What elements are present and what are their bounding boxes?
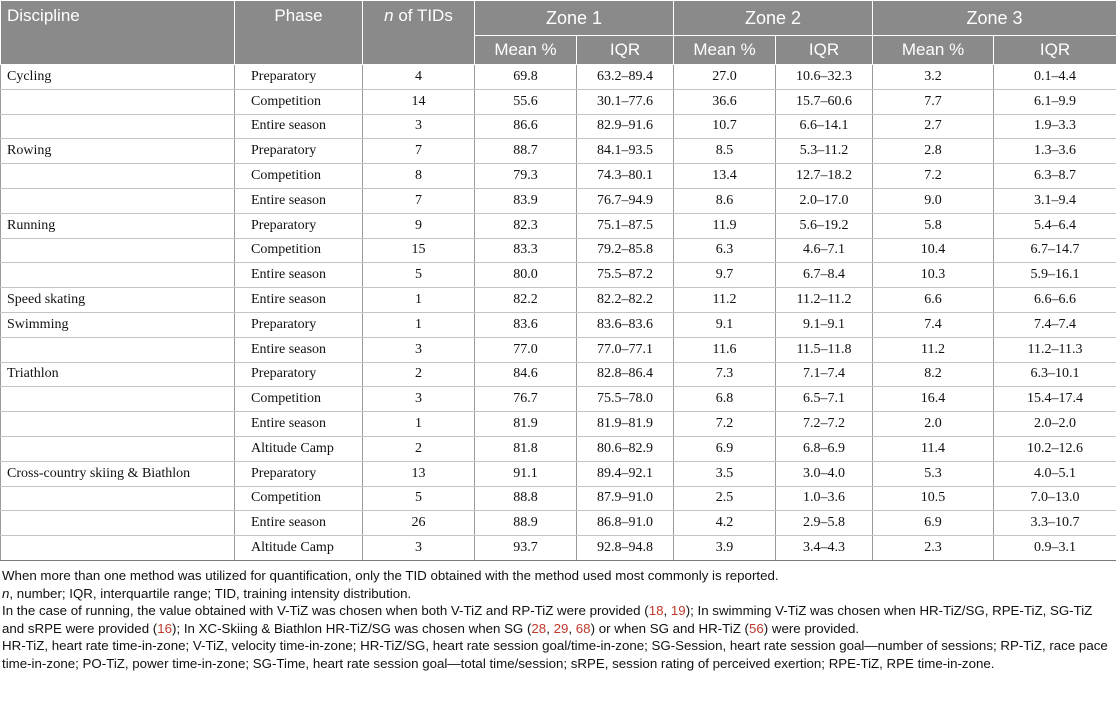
cell-zone3-mean: 11.2 bbox=[873, 337, 994, 362]
cell-zone2-mean: 3.5 bbox=[674, 461, 776, 486]
reference-link[interactable]: 28 bbox=[531, 620, 547, 636]
cell-zone2-iqr: 6.7–8.4 bbox=[776, 263, 873, 288]
cell-zone1-iqr: 77.0–77.1 bbox=[577, 337, 674, 362]
cell-zone3-iqr: 6.3–10.1 bbox=[994, 362, 1116, 387]
cell-zone1-mean: 91.1 bbox=[475, 461, 577, 486]
cell-n-tids: 8 bbox=[363, 164, 475, 189]
cell-discipline: Triathlon bbox=[1, 362, 235, 387]
cell-phase: Altitude Camp bbox=[235, 536, 363, 561]
cell-zone2-mean: 8.5 bbox=[674, 139, 776, 164]
header-zone3-mean: Mean % bbox=[873, 36, 994, 65]
footnote-n-letter: n bbox=[2, 585, 10, 601]
cell-zone2-mean: 6.3 bbox=[674, 238, 776, 263]
cell-zone3-mean: 5.3 bbox=[873, 461, 994, 486]
cell-zone1-iqr: 63.2–89.4 bbox=[577, 65, 674, 90]
cell-phase: Entire season bbox=[235, 188, 363, 213]
cell-phase: Entire season bbox=[235, 337, 363, 362]
cell-zone1-iqr: 87.9–91.0 bbox=[577, 486, 674, 511]
table-row bbox=[1, 536, 1116, 561]
cell-n-tids: 5 bbox=[363, 486, 475, 511]
header-zone3-iqr: IQR bbox=[994, 36, 1116, 65]
cell-zone1-mean: 82.3 bbox=[475, 213, 577, 238]
cell-zone1-mean: 55.6 bbox=[475, 89, 577, 114]
cell-zone1-iqr: 82.8–86.4 bbox=[577, 362, 674, 387]
cell-zone2-iqr: 7.2–7.2 bbox=[776, 412, 873, 437]
table-row bbox=[1, 362, 1116, 387]
footnote-text: , bbox=[568, 620, 576, 636]
cell-phase: Entire season bbox=[235, 263, 363, 288]
cell-zone2-mean: 11.2 bbox=[674, 288, 776, 313]
cell-zone1-iqr: 82.2–82.2 bbox=[577, 288, 674, 313]
cell-zone3-mean: 6.9 bbox=[873, 511, 994, 536]
cell-zone1-mean: 93.7 bbox=[475, 536, 577, 561]
footnote-text: ); In XC-Skiing & Biathlon HR-TiZ/SG was chosen when SG ( bbox=[172, 620, 532, 636]
cell-discipline: Speed skating bbox=[1, 288, 235, 313]
header-zone1-iqr: IQR bbox=[577, 36, 674, 65]
cell-zone2-iqr: 6.5–7.1 bbox=[776, 387, 873, 412]
cell-discipline bbox=[1, 436, 235, 461]
cell-zone3-mean: 7.4 bbox=[873, 312, 994, 337]
reference-link[interactable]: 68 bbox=[575, 620, 591, 636]
cell-zone3-mean: 9.0 bbox=[873, 188, 994, 213]
reference-link[interactable]: 19 bbox=[670, 603, 686, 619]
header-zone2-iqr: IQR bbox=[776, 36, 873, 65]
cell-zone1-iqr: 82.9–91.6 bbox=[577, 114, 674, 139]
cell-n-tids: 2 bbox=[363, 436, 475, 461]
table-row bbox=[1, 65, 1116, 90]
cell-zone3-iqr: 1.9–3.3 bbox=[994, 114, 1116, 139]
cell-zone2-mean: 6.9 bbox=[674, 436, 776, 461]
cell-zone2-mean: 9.7 bbox=[674, 263, 776, 288]
reference-link[interactable]: 56 bbox=[748, 620, 764, 636]
table-row bbox=[1, 263, 1116, 288]
cell-n-tids: 2 bbox=[363, 362, 475, 387]
cell-zone1-mean: 82.2 bbox=[475, 288, 577, 313]
cell-discipline: Rowing bbox=[1, 139, 235, 164]
cell-zone1-iqr: 74.3–80.1 bbox=[577, 164, 674, 189]
cell-zone1-iqr: 79.2–85.8 bbox=[577, 238, 674, 263]
cell-discipline: Running bbox=[1, 213, 235, 238]
cell-discipline bbox=[1, 387, 235, 412]
cell-discipline bbox=[1, 511, 235, 536]
cell-zone3-mean: 2.0 bbox=[873, 412, 994, 437]
cell-zone2-mean: 6.8 bbox=[674, 387, 776, 412]
cell-phase: Preparatory bbox=[235, 65, 363, 90]
cell-zone2-mean: 8.6 bbox=[674, 188, 776, 213]
table-row bbox=[1, 139, 1116, 164]
table-row bbox=[1, 486, 1116, 511]
cell-phase: Entire season bbox=[235, 114, 363, 139]
cell-zone3-iqr: 15.4–17.4 bbox=[994, 387, 1116, 412]
table-row bbox=[1, 164, 1116, 189]
cell-zone1-iqr: 75.1–87.5 bbox=[577, 213, 674, 238]
cell-discipline bbox=[1, 89, 235, 114]
cell-phase: Preparatory bbox=[235, 139, 363, 164]
cell-zone2-iqr: 10.6–32.3 bbox=[776, 65, 873, 90]
cell-zone2-mean: 10.7 bbox=[674, 114, 776, 139]
cell-zone1-mean: 88.7 bbox=[475, 139, 577, 164]
cell-zone3-mean: 11.4 bbox=[873, 436, 994, 461]
cell-phase: Preparatory bbox=[235, 362, 363, 387]
cell-zone2-mean: 9.1 bbox=[674, 312, 776, 337]
cell-zone2-iqr: 3.4–4.3 bbox=[776, 536, 873, 561]
cell-discipline bbox=[1, 164, 235, 189]
cell-n-tids: 7 bbox=[363, 188, 475, 213]
table-row bbox=[1, 288, 1116, 313]
table-row bbox=[1, 436, 1116, 461]
cell-zone1-mean: 80.0 bbox=[475, 263, 577, 288]
footnote-text: , bbox=[546, 620, 554, 636]
cell-zone2-mean: 7.3 bbox=[674, 362, 776, 387]
cell-zone2-iqr: 11.5–11.8 bbox=[776, 337, 873, 362]
cell-n-tids: 1 bbox=[363, 412, 475, 437]
cell-n-tids: 3 bbox=[363, 536, 475, 561]
cell-zone1-iqr: 83.6–83.6 bbox=[577, 312, 674, 337]
table-row bbox=[1, 114, 1116, 139]
header-zone1-mean: Mean % bbox=[475, 36, 577, 65]
cell-zone2-iqr: 9.1–9.1 bbox=[776, 312, 873, 337]
cell-phase: Entire season bbox=[235, 412, 363, 437]
cell-discipline bbox=[1, 188, 235, 213]
reference-link[interactable]: 16 bbox=[157, 620, 173, 636]
cell-phase: Competition bbox=[235, 238, 363, 263]
cell-zone3-iqr: 7.0–13.0 bbox=[994, 486, 1116, 511]
footnote-abbrev-basic bbox=[2, 585, 1114, 603]
cell-discipline bbox=[1, 412, 235, 437]
cell-phase: Competition bbox=[235, 164, 363, 189]
cell-zone3-mean: 6.6 bbox=[873, 288, 994, 313]
table-row bbox=[1, 511, 1116, 536]
cell-zone1-iqr: 89.4–92.1 bbox=[577, 461, 674, 486]
cell-phase: Altitude Camp bbox=[235, 436, 363, 461]
cell-zone2-mean: 7.2 bbox=[674, 412, 776, 437]
cell-zone2-iqr: 15.7–60.6 bbox=[776, 89, 873, 114]
cell-zone1-iqr: 81.9–81.9 bbox=[577, 412, 674, 437]
cell-zone1-iqr: 30.1–77.6 bbox=[577, 89, 674, 114]
cell-zone1-mean: 76.7 bbox=[475, 387, 577, 412]
footnote-text: ) or when SG and HR-TiZ ( bbox=[590, 620, 749, 636]
cell-n-tids: 1 bbox=[363, 312, 475, 337]
cell-phase: Entire season bbox=[235, 288, 363, 313]
cell-zone2-iqr: 7.1–7.4 bbox=[776, 362, 873, 387]
cell-phase: Entire season bbox=[235, 511, 363, 536]
cell-zone2-mean: 2.5 bbox=[674, 486, 776, 511]
cell-zone1-iqr: 80.6–82.9 bbox=[577, 436, 674, 461]
cell-n-tids: 1 bbox=[363, 288, 475, 313]
cell-zone2-mean: 36.6 bbox=[674, 89, 776, 114]
cell-zone3-mean: 7.7 bbox=[873, 89, 994, 114]
cell-zone2-mean: 11.9 bbox=[674, 213, 776, 238]
cell-discipline bbox=[1, 238, 235, 263]
header-n-letter: n bbox=[384, 6, 394, 25]
cell-zone3-mean: 10.3 bbox=[873, 263, 994, 288]
cell-zone1-iqr: 76.7–94.9 bbox=[577, 188, 674, 213]
cell-zone2-iqr: 12.7–18.2 bbox=[776, 164, 873, 189]
cell-zone2-iqr: 3.0–4.0 bbox=[776, 461, 873, 486]
cell-zone2-iqr: 1.0–3.6 bbox=[776, 486, 873, 511]
cell-zone1-mean: 81.9 bbox=[475, 412, 577, 437]
cell-n-tids: 14 bbox=[363, 89, 475, 114]
cell-zone3-mean: 2.7 bbox=[873, 114, 994, 139]
cell-phase: Preparatory bbox=[235, 213, 363, 238]
cell-zone3-mean: 10.5 bbox=[873, 486, 994, 511]
cell-zone1-mean: 77.0 bbox=[475, 337, 577, 362]
reference-link[interactable]: 18 bbox=[648, 603, 664, 619]
cell-zone1-iqr: 86.8–91.0 bbox=[577, 511, 674, 536]
cell-zone3-mean: 5.8 bbox=[873, 213, 994, 238]
cell-zone3-iqr: 0.9–3.1 bbox=[994, 536, 1116, 561]
cell-discipline bbox=[1, 486, 235, 511]
table-row bbox=[1, 89, 1116, 114]
cell-zone3-mean: 3.2 bbox=[873, 65, 994, 90]
cell-zone1-mean: 88.9 bbox=[475, 511, 577, 536]
cell-discipline: Cross-country skiing & Biathlon bbox=[1, 461, 235, 486]
cell-n-tids: 26 bbox=[363, 511, 475, 536]
footnote-text: , bbox=[663, 603, 671, 619]
header-n-tids bbox=[363, 1, 475, 65]
cell-discipline bbox=[1, 263, 235, 288]
header-zone3: Zone 3 bbox=[873, 1, 1116, 36]
cell-discipline bbox=[1, 337, 235, 362]
cell-phase: Competition bbox=[235, 89, 363, 114]
cell-zone2-iqr: 11.2–11.2 bbox=[776, 288, 873, 313]
cell-zone2-iqr: 6.8–6.9 bbox=[776, 436, 873, 461]
footnote-abbrev-basic-text: , number; IQR, interquartile range; TID, training intensity distribution. bbox=[9, 585, 412, 601]
cell-zone3-iqr: 3.1–9.4 bbox=[994, 188, 1116, 213]
cell-zone2-iqr: 2.9–5.8 bbox=[776, 511, 873, 536]
cell-discipline bbox=[1, 114, 235, 139]
cell-zone1-mean: 83.3 bbox=[475, 238, 577, 263]
cell-zone1-mean: 86.6 bbox=[475, 114, 577, 139]
cell-zone3-mean: 8.2 bbox=[873, 362, 994, 387]
cell-zone3-mean: 16.4 bbox=[873, 387, 994, 412]
cell-discipline: Swimming bbox=[1, 312, 235, 337]
table-header bbox=[1, 1, 1116, 65]
cell-zone1-mean: 81.8 bbox=[475, 436, 577, 461]
cell-zone2-mean: 13.4 bbox=[674, 164, 776, 189]
cell-zone1-mean: 83.6 bbox=[475, 312, 577, 337]
cell-zone3-mean: 2.3 bbox=[873, 536, 994, 561]
cell-zone1-mean: 84.6 bbox=[475, 362, 577, 387]
cell-discipline: Cycling bbox=[1, 65, 235, 90]
cell-phase: Preparatory bbox=[235, 312, 363, 337]
table-footnotes bbox=[0, 561, 1116, 673]
cell-zone2-iqr: 6.6–14.1 bbox=[776, 114, 873, 139]
cell-n-tids: 5 bbox=[363, 263, 475, 288]
cell-zone3-iqr: 1.3–3.6 bbox=[994, 139, 1116, 164]
cell-zone2-iqr: 4.6–7.1 bbox=[776, 238, 873, 263]
cell-zone2-mean: 4.2 bbox=[674, 511, 776, 536]
cell-zone1-iqr: 84.1–93.5 bbox=[577, 139, 674, 164]
cell-zone2-iqr: 5.6–19.2 bbox=[776, 213, 873, 238]
cell-zone1-mean: 83.9 bbox=[475, 188, 577, 213]
cell-n-tids: 7 bbox=[363, 139, 475, 164]
cell-phase: Preparatory bbox=[235, 461, 363, 486]
footnote-method: When more than one method was utilized for quantification, only the TID obtained with the method used most commonly is reported. bbox=[2, 567, 779, 583]
footnote-text: ) were provided. bbox=[763, 620, 860, 636]
cell-discipline bbox=[1, 536, 235, 561]
cell-zone1-iqr: 92.8–94.8 bbox=[577, 536, 674, 561]
cell-zone3-iqr: 6.1–9.9 bbox=[994, 89, 1116, 114]
cell-zone3-iqr: 0.1–4.4 bbox=[994, 65, 1116, 90]
cell-zone3-iqr: 6.3–8.7 bbox=[994, 164, 1116, 189]
cell-zone3-iqr: 10.2–12.6 bbox=[994, 436, 1116, 461]
cell-zone3-mean: 7.2 bbox=[873, 164, 994, 189]
header-n-rest: of TIDs bbox=[393, 6, 453, 25]
cell-n-tids: 4 bbox=[363, 65, 475, 90]
cell-n-tids: 9 bbox=[363, 213, 475, 238]
cell-n-tids: 3 bbox=[363, 337, 475, 362]
cell-zone1-mean: 69.8 bbox=[475, 65, 577, 90]
table-row bbox=[1, 461, 1116, 486]
cell-zone3-iqr: 5.4–6.4 bbox=[994, 213, 1116, 238]
table-row bbox=[1, 188, 1116, 213]
cell-zone3-iqr: 11.2–11.3 bbox=[994, 337, 1116, 362]
cell-zone1-iqr: 75.5–78.0 bbox=[577, 387, 674, 412]
cell-zone3-iqr: 6.7–14.7 bbox=[994, 238, 1116, 263]
table-row bbox=[1, 387, 1116, 412]
table-row bbox=[1, 238, 1116, 263]
cell-zone3-mean: 2.8 bbox=[873, 139, 994, 164]
footnote-method-choice bbox=[2, 602, 1114, 637]
cell-zone2-mean: 3.9 bbox=[674, 536, 776, 561]
header-zone2-mean: Mean % bbox=[674, 36, 776, 65]
cell-zone2-mean: 27.0 bbox=[674, 65, 776, 90]
table-row bbox=[1, 312, 1116, 337]
cell-zone3-mean: 10.4 bbox=[873, 238, 994, 263]
cell-zone1-iqr: 75.5–87.2 bbox=[577, 263, 674, 288]
cell-phase: Competition bbox=[235, 387, 363, 412]
header-phase: Phase bbox=[235, 1, 363, 65]
footnote-abbrev-methods: HR-TiZ, heart rate time-in-zone; V-TiZ, velocity time-in-zone; HR-TiZ/SG, heart rate session goal/time-in-zone; SG-Session, heart rate session goal—number of sessions; RP-TiZ, race pace time-in-zone; PO-TiZ, power time-in-zone; SG-Time, heart rate session goal—total time/session; sRPE, session rating of perceived exertion; RPE-TiZ, RPE time-in-zone. bbox=[2, 638, 1108, 671]
table-row bbox=[1, 337, 1116, 362]
cell-phase: Competition bbox=[235, 486, 363, 511]
cell-zone3-iqr: 6.6–6.6 bbox=[994, 288, 1116, 313]
table-body bbox=[1, 65, 1116, 561]
cell-n-tids: 3 bbox=[363, 387, 475, 412]
table-row bbox=[1, 412, 1116, 437]
cell-zone3-iqr: 2.0–2.0 bbox=[994, 412, 1116, 437]
cell-zone1-mean: 79.3 bbox=[475, 164, 577, 189]
footnote-text: In the case of running, the value obtained with V-TiZ was chosen when both V-TiZ and RP-TiZ were provided ( bbox=[2, 603, 649, 619]
cell-zone3-iqr: 7.4–7.4 bbox=[994, 312, 1116, 337]
cell-n-tids: 15 bbox=[363, 238, 475, 263]
table-row bbox=[1, 213, 1116, 238]
header-zone2: Zone 2 bbox=[674, 1, 873, 36]
reference-link[interactable]: 29 bbox=[553, 620, 569, 636]
cell-zone2-mean: 11.6 bbox=[674, 337, 776, 362]
header-zone1: Zone 1 bbox=[475, 1, 674, 36]
cell-n-tids: 3 bbox=[363, 114, 475, 139]
cell-zone2-iqr: 2.0–17.0 bbox=[776, 188, 873, 213]
cell-zone3-iqr: 5.9–16.1 bbox=[994, 263, 1116, 288]
footnote-text: ); In swimming V-TiZ was chosen when HR-TiZ/SG, RPE-TiZ, SG-TiZ and sRPE were provided ( bbox=[2, 603, 1093, 636]
cell-zone3-iqr: 3.3–10.7 bbox=[994, 511, 1116, 536]
header-discipline: Discipline bbox=[1, 1, 235, 65]
cell-n-tids: 13 bbox=[363, 461, 475, 486]
cell-zone2-iqr: 5.3–11.2 bbox=[776, 139, 873, 164]
cell-zone3-iqr: 4.0–5.1 bbox=[994, 461, 1116, 486]
cell-zone1-mean: 88.8 bbox=[475, 486, 577, 511]
